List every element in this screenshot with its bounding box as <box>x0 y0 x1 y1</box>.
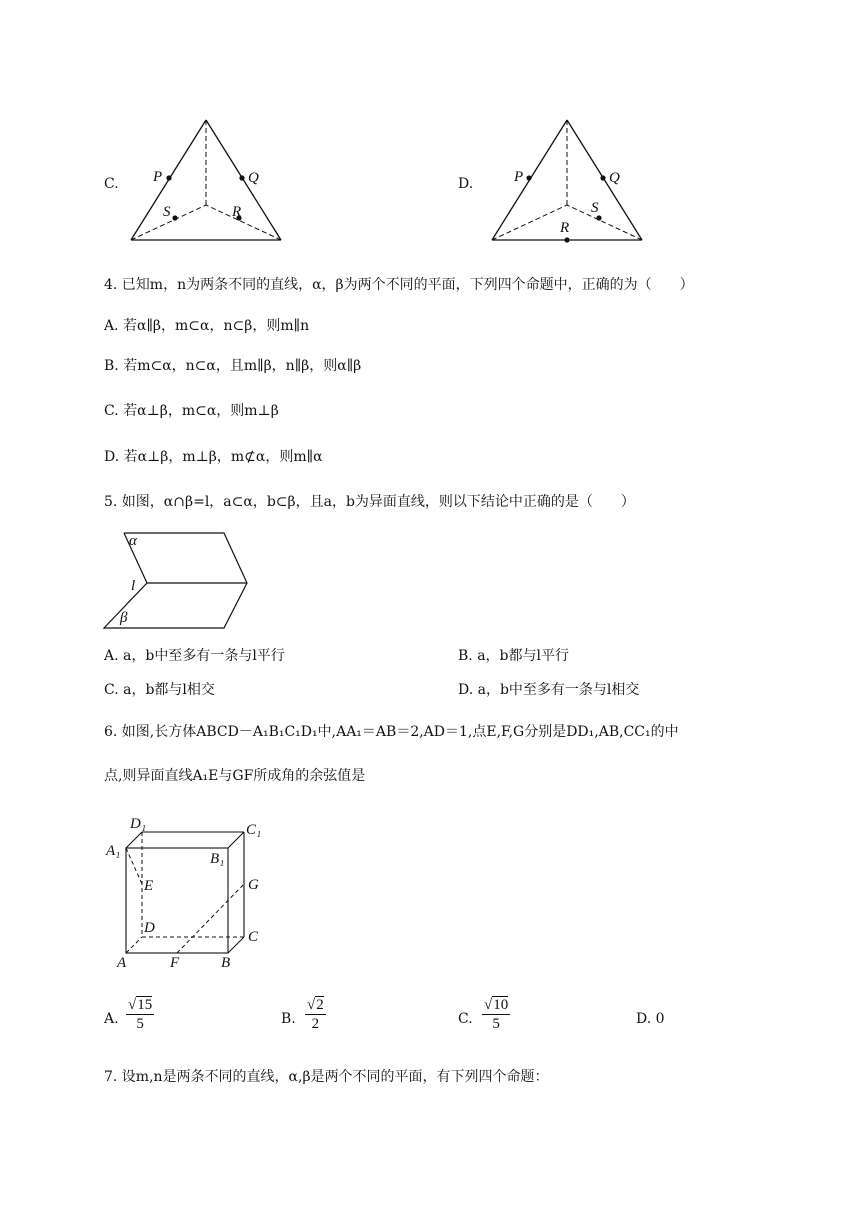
beta-label: β <box>120 610 128 626</box>
q5-figure <box>100 525 260 635</box>
q6-option-a-denominator: 5 <box>136 1016 144 1032</box>
vertex-c-label: C <box>248 929 259 945</box>
point-p-label: P <box>153 169 163 185</box>
vertex-c1-label: C₁ <box>246 822 262 838</box>
q6-option-a-fraction: $\frac{√15}{5}$ <box>128 997 153 1032</box>
point-q-label: Q <box>248 170 259 186</box>
q6-option-c-label: C. <box>458 1011 473 1027</box>
q6-option-d: D. 0 <box>636 1011 665 1027</box>
point-g-label: G <box>248 877 259 893</box>
q6-option-c-fraction: $\frac{√10}{5}$ <box>484 997 509 1032</box>
q6-option-a-numerator: 15 <box>137 997 153 1013</box>
point-s-label: S <box>591 200 599 216</box>
q4-option-d: D. 若α⊥β，m⊥β，m⊄α，则m∥α <box>104 449 323 465</box>
q4-stem: 4. 已知m，n为两条不同的直线，α，β为两个不同的平面，下列四个命题中，正确的为（ ） <box>104 277 694 293</box>
q6-stem-line2: 点,则异面直线A₁E与GF所成角的余弦值是 <box>104 768 366 784</box>
q3-option-c-label: C. <box>104 176 119 192</box>
vertex-d1-label: D₁ <box>130 816 147 832</box>
vertex-b-label: B <box>221 955 231 971</box>
point-p-label: P <box>514 169 524 185</box>
point-s-label: S <box>163 204 171 220</box>
q7-stem: 7. 设m,n是两条不同的直线，α,β是两个不同的平面，有下列四个命题： <box>104 1069 549 1085</box>
q4-option-b: B. 若m⊂α，n⊂α，且m∥β，n∥β，则α∥β <box>104 358 362 374</box>
q6-option-c-denominator: 5 <box>492 1016 500 1032</box>
point-r-label: R <box>560 220 570 236</box>
q5-option-a: A. a，b中至多有一条与l平行 <box>104 648 285 664</box>
point-f-label: F <box>170 955 180 971</box>
line-l-label: l <box>131 578 136 594</box>
q6-option-a-label: A. <box>104 1011 119 1027</box>
q4-option-a: A. 若α∥β，m⊂α，n⊂β，则m∥n <box>104 318 310 334</box>
q6-option-b-numerator: 2 <box>316 997 324 1013</box>
q6-option-b-label: B. <box>281 1011 296 1027</box>
q5-option-b: B. a，b都与l平行 <box>458 648 569 664</box>
vertex-a-label: A <box>117 955 127 971</box>
q6-option-b-denominator: 2 <box>311 1016 320 1032</box>
q6-option-b-fraction: $\frac{√2}{2}$ <box>307 997 324 1032</box>
q5-stem: 5. 如图，α∩β=l，a⊂α，b⊂β，且a，b为异面直线，则以下结论中正确的是（ ） <box>104 494 635 510</box>
q4-option-c: C. 若α⊥β，m⊂α，则m⊥β <box>104 403 279 419</box>
point-q-label: Q <box>609 170 620 186</box>
point-r-label: R <box>232 204 242 220</box>
vertex-b1-label: B₁ <box>210 851 225 867</box>
q6-option-c-numerator: 10 <box>493 997 509 1013</box>
point-e-label: E <box>144 878 154 894</box>
q5-option-d: D. a，b中至多有一条与l相交 <box>458 682 640 698</box>
q6-stem-line1: 6. 如图,长方体ABCD－A₁B₁C₁D₁中,AA₁＝AB＝2,AD＝1,点E,F,G分别是DD₁,AB,CC₁的中 <box>104 724 679 740</box>
alpha-label: α <box>129 533 137 549</box>
q6-cuboid-figure <box>100 810 280 980</box>
vertex-d-label: D <box>144 920 155 936</box>
q3-option-d-label: D. <box>458 176 474 192</box>
q5-option-c: C. a，b都与l相交 <box>104 682 215 698</box>
vertex-a1-label: A₁ <box>106 843 121 859</box>
q3-figure-d <box>480 110 660 250</box>
q3-figure-c <box>120 110 300 250</box>
